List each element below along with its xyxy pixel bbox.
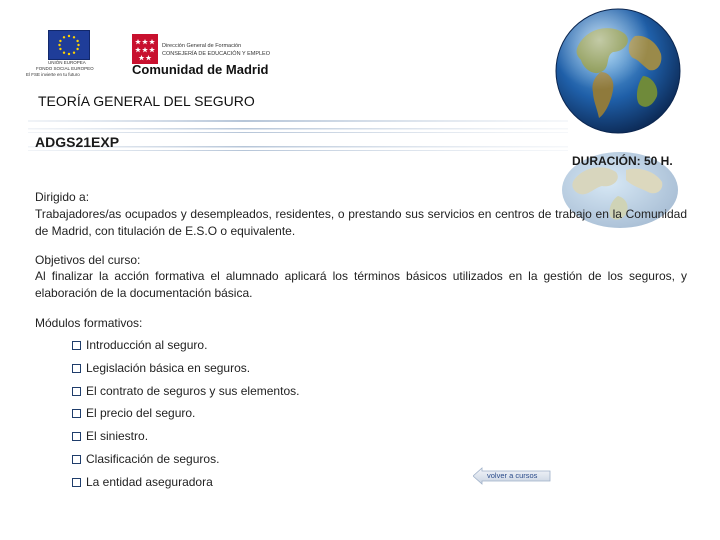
consejeria-text: CONSEJERÍA DE EDUCACIÓN Y EMPLEO (162, 51, 270, 57)
course-title: TEORÍA GENERAL DEL SEGURO (38, 93, 255, 109)
module-item (72, 406, 195, 420)
objectives-text: Al finalizar la acción formativa el alumnado aplicará los términos básicos utilizados en la gestión de los seguros, y elaboración de la documentación básica. (35, 269, 687, 300)
checkbox-bullet-icon (72, 409, 81, 418)
module-item (72, 361, 250, 375)
globe-image (553, 6, 683, 136)
comunidad-madrid-name: Comunidad de Madrid (132, 62, 269, 77)
module-label: Introducción al seguro. (86, 338, 208, 352)
checkbox-bullet-icon (72, 387, 81, 396)
checkbox-bullet-icon (72, 364, 81, 373)
checkbox-bullet-icon (72, 478, 81, 487)
module-item (72, 429, 148, 443)
module-label: Clasificación de seguros. (86, 452, 220, 466)
eu-flag-icon (48, 30, 90, 60)
target-heading: Dirigido a: (35, 190, 90, 204)
module-label: La entidad aseguradora (86, 475, 213, 489)
back-to-courses-button[interactable] (473, 467, 551, 485)
module-item (72, 384, 299, 398)
module-item (72, 452, 219, 466)
module-label: Legislación básica en seguros. (86, 361, 251, 375)
objectives-heading: Objetivos del curso: (35, 253, 141, 267)
module-label: El contrato de seguros y sus elementos. (86, 384, 300, 398)
module-label: El siniestro. (86, 429, 149, 443)
course-duration: DURACIÓN: 50 H. (572, 154, 673, 168)
madrid-flag-icon (132, 34, 158, 64)
comunidad-madrid-logo (132, 32, 312, 78)
modules-heading: Módulos formativos: (35, 316, 143, 330)
back-button-label: volver a cursos (487, 471, 538, 480)
eu-fse-text: FONDO SOCIAL EUROPEO (36, 66, 94, 71)
course-code: ADGS21EXP (35, 134, 120, 150)
module-label: El precio del seguro. (86, 406, 196, 420)
target-text: Trabajadores/as ocupados y desempleados, residentes, o prestando sus servicios en centros de trabajo en la Comunidad de Madrid, con titulación de E.S.O o equivalente. (35, 207, 687, 238)
module-item (72, 475, 213, 489)
direccion-general-text: Dirección General de Formación (162, 43, 242, 49)
eu-union-text: UNIÓN EUROPEA (48, 60, 86, 65)
checkbox-bullet-icon (72, 455, 81, 464)
eu-fse-logo (22, 28, 122, 80)
checkbox-bullet-icon (72, 341, 81, 350)
eu-motto-text: El FSE invierte en tu futuro (26, 72, 80, 77)
checkbox-bullet-icon (72, 432, 81, 441)
module-item (72, 338, 207, 352)
